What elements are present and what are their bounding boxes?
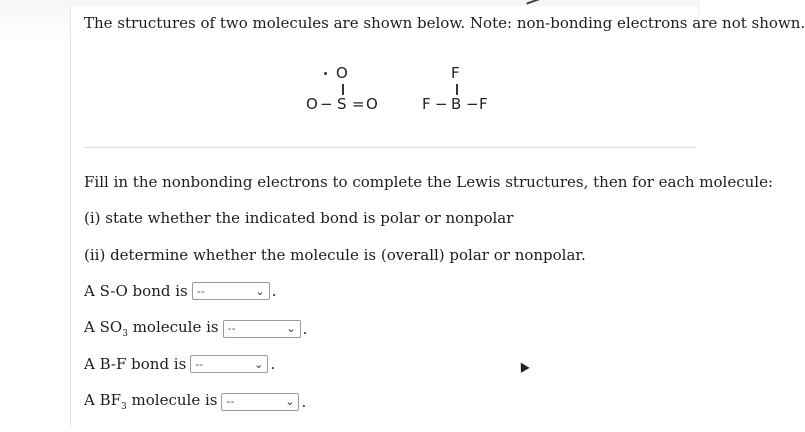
so3-molecule-polarity-dropdown[interactable] — [223, 320, 301, 338]
sentence-period: . — [302, 319, 308, 338]
sentence-period: . — [301, 392, 307, 411]
so3-left-bond: − — [320, 95, 333, 113]
so3-top-oxygen: O — [336, 64, 348, 82]
question-bf3-molecule — [84, 391, 306, 412]
so-bond-polarity-dropdown[interactable] — [192, 282, 270, 300]
question-label: A $SO_3$ molecule is — [84, 318, 219, 339]
so3-sulfur: S — [337, 95, 347, 113]
so3-left-oxygen: O — [306, 95, 318, 113]
dropdown-value: -- — [227, 322, 236, 335]
section-divider — [84, 147, 696, 148]
bf3-vertical-bond — [456, 84, 458, 95]
instruction-line-1: Fill in the nonbonding electrons to complete the Lewis structures, then for each molecule: — [84, 173, 774, 191]
bf3-left-bond: − — [435, 95, 448, 113]
dropdown-value: -- — [195, 357, 204, 371]
bf3-top-fluorine: F — [451, 64, 460, 82]
instruction-line-3: (ii) determine whether the molecule is (overall) polar or nonpolar. — [84, 246, 586, 264]
question-so3-molecule — [84, 318, 307, 339]
so3-right-bond: = — [352, 95, 365, 113]
question-so-bond — [84, 282, 277, 300]
bf3-left-fluorine: F — [422, 95, 431, 113]
bf3-boron: B — [451, 95, 462, 113]
question-label: A B-F bond is — [84, 355, 187, 373]
so3-right-oxygen: O — [366, 95, 378, 113]
bf3-structure — [418, 64, 498, 124]
dropdown-value: -- — [196, 284, 205, 298]
bf-bond-polarity-dropdown[interactable] — [190, 355, 268, 373]
chevron-down-icon: ⌄ — [286, 322, 296, 335]
bf3-right-bond: − — [466, 95, 479, 113]
bf3-molecule-polarity-dropdown[interactable] — [221, 393, 299, 411]
chevron-down-icon: ⌄ — [285, 395, 295, 408]
stray-dot — [324, 72, 327, 75]
so3-vertical-bond — [342, 84, 344, 95]
sentence-period: . — [271, 282, 277, 300]
sentence-period: . — [270, 355, 276, 373]
so3-structure — [300, 64, 390, 124]
instruction-line-2: (i) state whether the indicated bond is polar or nonpolar — [84, 209, 514, 227]
question-label: A S-O bond is — [84, 282, 188, 300]
chevron-down-icon: ⌄ — [254, 357, 264, 371]
chevron-down-icon: ⌄ — [255, 284, 265, 298]
dropdown-value: -- — [226, 395, 235, 408]
intro-text: The structures of two molecules are shown below. Note: non-bonding electrons are not shown. — [84, 14, 805, 32]
question-label: A $BF_3$ molecule is — [84, 391, 218, 412]
question-bf-bond — [84, 355, 275, 373]
bf3-right-fluorine: F — [479, 95, 488, 113]
